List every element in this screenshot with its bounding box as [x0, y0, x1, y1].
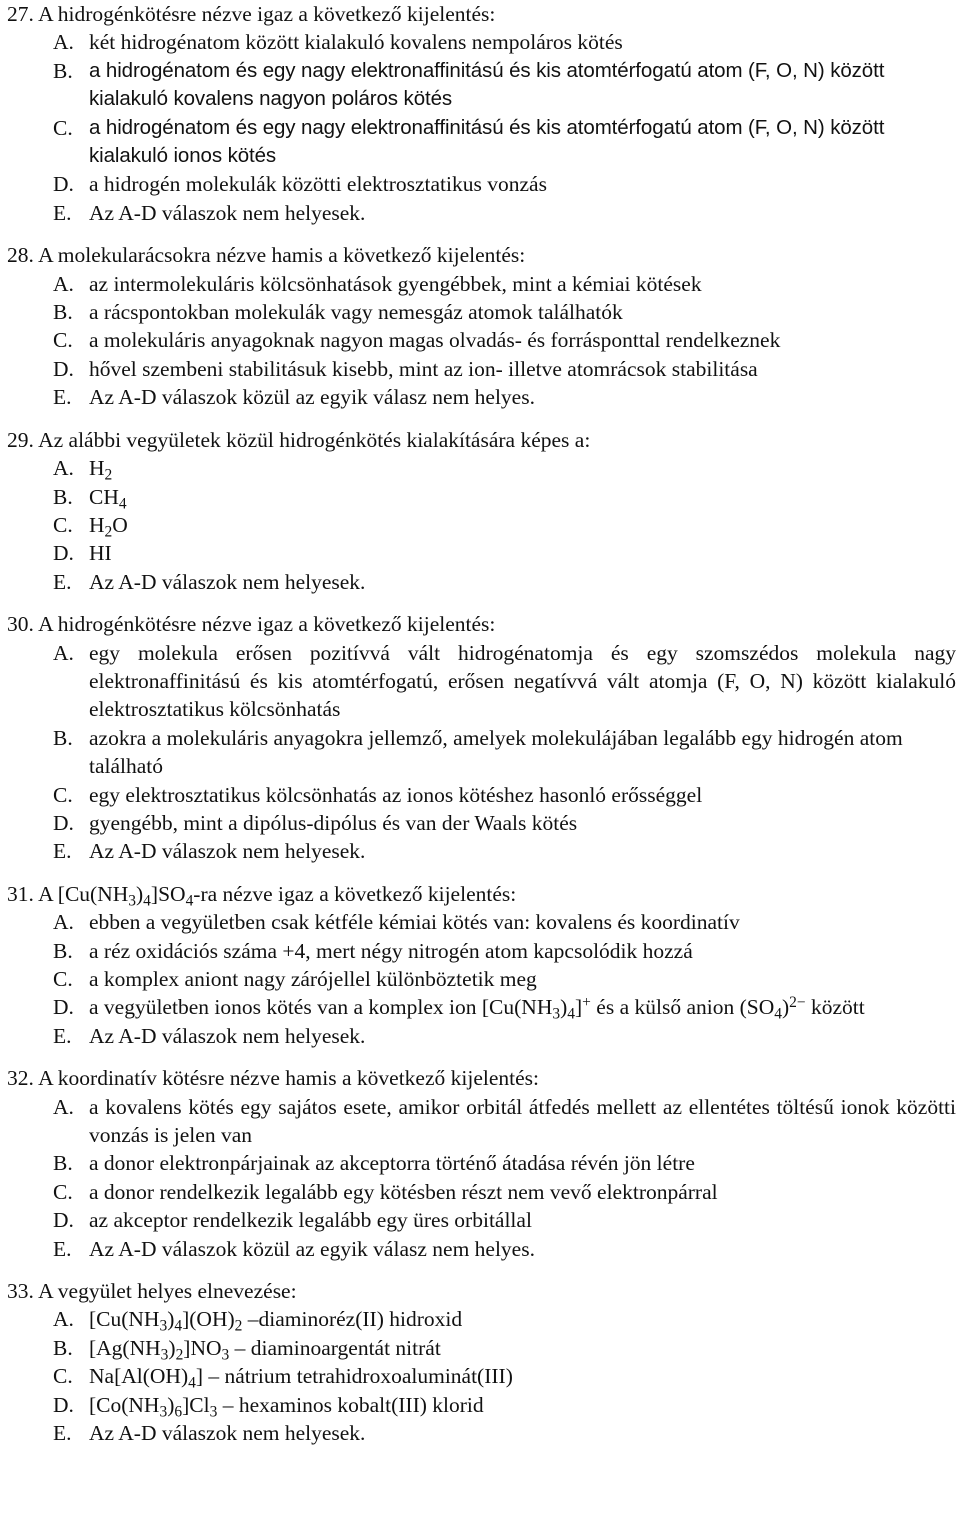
formula-subscript: 2: [175, 1346, 184, 1364]
option-b: [0, 1334, 960, 1362]
option-e: [0, 837, 960, 865]
question-number: 30.: [7, 612, 34, 637]
question-number: 32.: [7, 1066, 34, 1091]
option-c: [0, 326, 960, 354]
formula-part: H: [89, 512, 105, 537]
formula-subscript: 4: [188, 1374, 196, 1392]
formula-part: O: [112, 512, 128, 537]
option-e: [0, 1235, 960, 1263]
formula-subscript: 3: [128, 892, 136, 910]
option-text: a hidrogénatom és egy nagy elektronaffinitású és kis atomtérfogatú atom (F, O, N) között kialakuló kovalens nagyon poláros kötés: [89, 58, 885, 111]
option-letter: A.: [53, 1094, 74, 1119]
formula-subscript: 2: [104, 523, 113, 541]
option-letter: C.: [53, 512, 73, 537]
option-c: [0, 1362, 960, 1390]
option-letter: E.: [53, 1236, 72, 1261]
formula-part: – diaminoargentát nitrát: [229, 1335, 441, 1360]
formula-part: ]: [575, 995, 583, 1020]
formula-subscript: 2: [234, 1317, 243, 1335]
option-letter: E.: [53, 200, 72, 225]
option-text: Az A-D válaszok közül az egyik válasz nem helyes.: [89, 385, 535, 410]
question-stem: [0, 241, 960, 269]
formula-part: és a külső anion (SO: [590, 995, 775, 1020]
option-letter: D.: [53, 1392, 74, 1417]
option-letter: E.: [53, 569, 72, 594]
formula-subscript: 4: [174, 1317, 183, 1335]
option-a: [0, 270, 960, 298]
formula-part: ](OH): [182, 1307, 235, 1332]
option-d: [0, 993, 960, 1021]
formula-subscript: 4: [774, 1005, 782, 1023]
formula-part: ): [168, 1335, 176, 1360]
formula-superscript: +: [582, 994, 591, 1012]
option-a: [0, 454, 960, 482]
option-letter: C.: [53, 328, 73, 353]
option-b: [0, 483, 960, 511]
formula-subscript: 3: [221, 1346, 230, 1364]
question-33: [0, 1277, 960, 1447]
formula-subscript: 3: [159, 1317, 168, 1335]
option-d: [0, 170, 960, 198]
question-number: 27.: [7, 2, 34, 26]
option-e: [0, 568, 960, 596]
option-letter: C.: [53, 782, 73, 807]
option-e: [0, 199, 960, 227]
option-d: [0, 355, 960, 383]
formula-part: ]NO: [183, 1335, 222, 1360]
option-a: [0, 1305, 960, 1333]
question-stem: [0, 426, 960, 454]
question-text: A hidrogénkötésre nézve igaz a következő kijelentés:: [38, 612, 496, 637]
option-letter: E.: [53, 385, 72, 410]
formula-subscript: 4: [567, 1005, 575, 1023]
option-text: ebben a vegyületben csak kétféle kémiai kötés van: kovalens és koordinatív: [89, 910, 740, 935]
question-text: A koordinatív kötésre nézve hamis a következő kijelentés:: [38, 1066, 539, 1091]
option-letter: B.: [53, 300, 73, 325]
option-formula: [89, 993, 956, 1021]
option-letter: A.: [53, 456, 74, 481]
question-text: A vegyület helyes elnevezése:: [38, 1279, 297, 1304]
option-b: [0, 937, 960, 965]
formula-part: H: [89, 456, 105, 481]
option-text: egy molekula erősen pozitívvá vált hidrogénatomja és egy szomszédos molekula nagy elektronaffinitású és kis atomtérfogatú, erősen negatívvá vált atomja (F, O, N) között kialakuló elektrosztatikus kölcsönhatás: [89, 640, 956, 722]
option-letter: E.: [53, 839, 72, 864]
formula-part: Na[Al(OH): [89, 1364, 189, 1389]
option-formula: [89, 483, 956, 511]
question-stem: [0, 880, 960, 908]
formula-part: [Ag(NH: [89, 1335, 161, 1360]
formula-subscript: 3: [159, 1403, 168, 1421]
formula-part: –diaminoréz(II) hidroxid: [242, 1307, 463, 1332]
formula-part: CH: [89, 484, 119, 509]
option-text: a komplex aniont nagy zárójellel különböztetik meg: [89, 967, 537, 991]
option-a: [0, 1093, 960, 1150]
option-e: [0, 383, 960, 411]
question-stem: [0, 1064, 960, 1092]
option-letter: D.: [53, 172, 74, 197]
option-letter: C.: [53, 967, 73, 991]
formula-part: ): [781, 995, 790, 1020]
formula-part: [Cu(NH: [89, 1307, 160, 1332]
option-formula: [89, 1391, 956, 1419]
option-text: a donor rendelkezik legalább egy kötésben részt nem vevő elektronpárral: [89, 1179, 718, 1204]
option-letter: C.: [53, 115, 73, 140]
option-text: a kovalens kötés egy sajátos esete, amikor orbitál átfedés mellett az ellentétes töltésű ionok közötti vonzás is jelen van: [89, 1094, 956, 1148]
option-b: [0, 724, 960, 781]
question-stem: [0, 1277, 960, 1305]
option-letter: B.: [53, 938, 73, 963]
option-a: [0, 639, 960, 724]
option-text: a réz oxidációs száma +4, mert négy nitrogén atom kapcsolódik hozzá: [89, 938, 693, 963]
option-letter: B.: [53, 1151, 73, 1176]
option-text: a hidrogénatom és egy nagy elektronaffinitású és kis atomtérfogatú atom (F, O, N) között kialakuló ionos kötés: [89, 115, 885, 168]
option-letter: A.: [53, 640, 74, 665]
option-formula: [89, 454, 956, 482]
option-letter: D.: [53, 995, 74, 1020]
formula-subscript: 2: [104, 466, 113, 484]
formula-part: ] – nátrium tetrahidroxoaluminát(III): [195, 1364, 513, 1389]
formula-subscript: 3: [160, 1346, 169, 1364]
option-letter: B.: [53, 484, 73, 509]
formula-subscript: 4: [185, 892, 194, 910]
option-letter: D.: [53, 1208, 74, 1233]
option-text: Az A-D válaszok nem helyesek.: [89, 839, 366, 864]
question-number: 29.: [7, 427, 34, 452]
option-formula: [89, 1334, 956, 1362]
option-text: a donor elektronpárjainak az akceptorra történő átadása révén jön létre: [89, 1151, 695, 1176]
option-text: a molekuláris anyagoknak nagyon magas olvadás- és forrásponttal rendelkeznek: [89, 328, 781, 353]
formula-subscript: 6: [174, 1403, 183, 1421]
formula-part: ): [167, 1307, 175, 1332]
option-letter: E.: [53, 1421, 72, 1446]
question-30: [0, 610, 960, 866]
option-letter: C.: [53, 1179, 73, 1204]
formula-subscript: 4: [118, 494, 127, 512]
option-text: két hidrogénatom között kialakuló kovalens nempoláros kötés: [89, 30, 623, 55]
question-text: [38, 881, 517, 910]
option-text: az intermolekuláris kölcsönhatások gyengébbek, mint a kémiai kötések: [89, 271, 702, 296]
option-letter: E.: [53, 1023, 72, 1048]
option-b: [0, 1149, 960, 1177]
option-d: [0, 1391, 960, 1419]
option-c: [0, 114, 960, 171]
option-text: az akceptor rendelkezik legalább egy üres orbitállal: [89, 1208, 532, 1233]
option-c: [0, 781, 960, 809]
formula-part: ): [167, 1392, 175, 1417]
option-text: azokra a molekuláris anyagokra jellemző, amelyek molekulájában legalább egy hidrogén atom található: [89, 725, 903, 779]
question-number: 28.: [7, 243, 34, 268]
option-text: a hidrogén molekulák közötti elektrosztatikus vonzás: [89, 172, 547, 197]
formula-subscript: 4: [143, 892, 151, 910]
option-text: a rácspontokban molekulák vagy nemesgáz atomok találhatók: [89, 300, 623, 325]
question-28: [0, 241, 960, 411]
option-c: [0, 1178, 960, 1206]
option-b: [0, 298, 960, 326]
question-29: [0, 426, 960, 596]
option-letter: D.: [53, 541, 74, 566]
formula-part: ): [560, 995, 568, 1020]
option-letter: D.: [53, 810, 74, 835]
option-text: Az A-D válaszok nem helyesek.: [89, 569, 366, 594]
formula-part: -ra nézve igaz a következő kijelentés:: [193, 881, 517, 906]
option-formula: [89, 1362, 956, 1390]
option-text: Az A-D válaszok nem helyesek.: [89, 200, 366, 225]
option-letter: B.: [53, 58, 73, 83]
option-letter: A.: [53, 30, 74, 55]
formula-subscript: 3: [552, 1005, 561, 1023]
option-e: [0, 1419, 960, 1447]
question-stem: [0, 610, 960, 638]
option-letter: B.: [53, 1335, 73, 1360]
question-stem: [0, 0, 960, 28]
option-text: Az A-D válaszok közül az egyik válasz nem helyes.: [89, 1236, 535, 1261]
option-text: egy elektrosztatikus kölcsönhatás az ionos kötéshez hasonló erősséggel: [89, 782, 703, 807]
option-text: hővel szembeni stabilitásuk kisebb, mint az ion- illetve atomrácsok stabilitása: [89, 356, 758, 381]
option-c: [0, 511, 960, 539]
option-d: [0, 1206, 960, 1234]
formula-part: között: [805, 995, 865, 1020]
option-a: [0, 28, 960, 56]
option-letter: A.: [53, 910, 74, 935]
option-e: [0, 1022, 960, 1050]
option-text: Az A-D válaszok nem helyesek.: [89, 1421, 366, 1446]
option-letter: A.: [53, 271, 74, 296]
option-letter: C.: [53, 1364, 73, 1389]
option-formula: [89, 511, 956, 539]
question-number: 33.: [7, 1279, 34, 1304]
option-text: Az A-D válaszok nem helyesek.: [89, 1023, 366, 1048]
question-text: A hidrogénkötésre nézve igaz a következő kijelentés:: [38, 2, 496, 26]
option-letter: B.: [53, 725, 73, 750]
option-d: [0, 809, 960, 837]
option-letter: D.: [53, 356, 74, 381]
option-d: [0, 539, 960, 567]
question-text: Az alábbi vegyületek közül hidrogénkötés kialakítására képes a:: [38, 427, 591, 452]
option-c: [0, 965, 960, 993]
formula-part: ]Cl: [182, 1392, 210, 1417]
formula-part: ]SO: [150, 881, 186, 906]
question-text: A molekularácsokra nézve hamis a következő kijelentés:: [38, 243, 526, 268]
question-31: [0, 880, 960, 1050]
option-a: [0, 908, 960, 936]
option-letter: A.: [53, 1307, 74, 1332]
question-27: [0, 0, 960, 227]
formula-part: ): [136, 881, 144, 906]
formula-part: [Co(NH: [89, 1392, 160, 1417]
option-formula: [89, 1305, 956, 1333]
formula-part: A [Cu(NH: [38, 881, 129, 906]
formula-subscript: 3: [209, 1403, 218, 1421]
option-text: HI: [89, 541, 112, 566]
question-32: [0, 1064, 960, 1263]
question-number: 31.: [7, 881, 34, 906]
formula-superscript: 2−: [789, 994, 806, 1012]
formula-part: a vegyületben ionos kötés van a komplex ion [Cu(NH: [89, 995, 553, 1020]
formula-part: – hexaminos kobalt(III) klorid: [217, 1392, 484, 1417]
option-text: gyengébb, mint a dipólus-dipólus és van der Waals kötés: [89, 810, 578, 835]
option-b: [0, 57, 960, 114]
